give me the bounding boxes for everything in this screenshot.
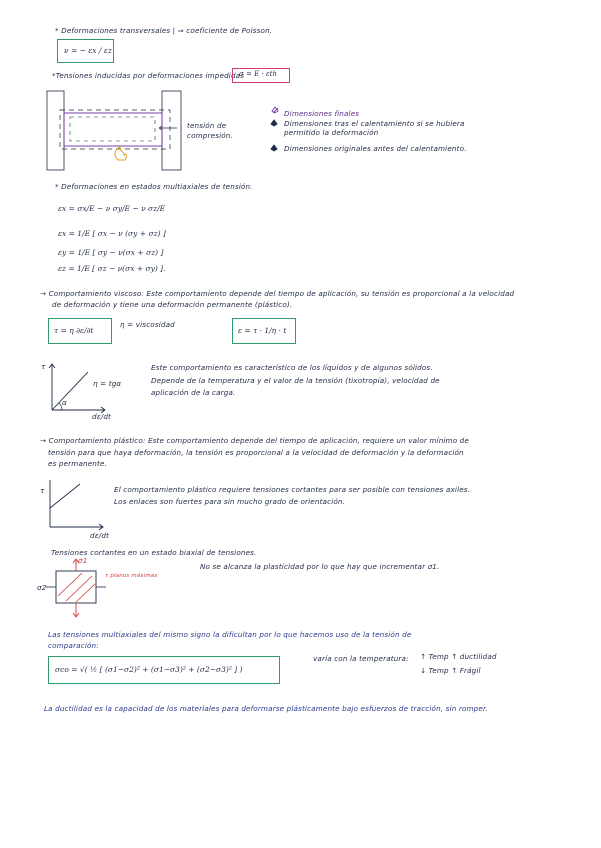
viscous-alpha: α — [62, 398, 67, 407]
induced-stress-formula: σ = E · εth — [239, 70, 277, 78]
multiaxial-heading: * Deformaciones en estados multiaxiales de tensión. — [55, 182, 253, 191]
sigma2-label: σ2 — [37, 583, 47, 592]
viscous-x-label: dε/dt — [92, 412, 111, 421]
compression-label-1: tensión de — [187, 121, 227, 130]
viscous-heading-2: de deformación y tiene una deformación permanente (plástico). — [52, 300, 293, 309]
legend-final: Dimensiones finales — [284, 109, 360, 118]
comparison-formula-box — [48, 656, 280, 684]
induced-stress-heading: *Tensiones inducidas por deformaciones impedidas — [52, 71, 245, 80]
viscous-heading-1: → Comportamiento viscoso: Este comportamiento depende del tiempo de aplicación, su tensión es proporcional a la velocidad — [40, 289, 515, 298]
legend-original: Dimensiones originales antes del calentamiento. — [284, 144, 467, 153]
legend-expanded: Dimensiones tras el calentamiento si se hubiera permitido la deformación — [284, 119, 465, 137]
poisson-formula: ν = − εx / εz — [64, 46, 112, 55]
temp-ductility: ↑ Temp ↑ ductilidad — [420, 652, 497, 661]
viscous-formula-2: ε = τ · 1/η · t — [238, 326, 287, 335]
multiaxial-eq-2: εx = 1/E [ σx − ν (σy + σz) ] — [58, 229, 166, 238]
sigma1-label: σ1 — [78, 556, 88, 565]
temp-fragile: ↓ Temp ↑ Frágil — [420, 666, 481, 675]
multiaxial-text-1: Las tensiones multiaxiales del mismo signo la dificultan por lo que hacemos uso de la tensión de — [48, 630, 412, 639]
poisson-heading: * Deformaciones transversales | ⇒ coeficiente de Poisson. — [55, 26, 273, 35]
ductility-definition: La ductilidad es la capacidad de los materiales para deformarse plásticamente bajo esfuerzos de tracción, sin romper. — [44, 704, 488, 713]
plasticity-note: No se alcanza la plasticidad por lo que hay que incrementar σ1. — [200, 562, 440, 571]
viscous-text-2: Depende de la temperatura y el valor de la tensión (tixotropía), velocidad de — [151, 376, 440, 385]
multiaxial-text-2: comparación: — [48, 641, 99, 650]
temp-variation-label: varía con la temperatura: — [313, 654, 409, 663]
multiaxial-eq-1: εx = σx/E − ν σy/E − ν σz/E — [58, 204, 166, 213]
plastic-x-label: dε/dt — [90, 531, 109, 540]
plastic-y-label: τ — [40, 486, 45, 495]
viscous-text-3: aplicación de la carga. — [151, 388, 236, 397]
multiaxial-eq-4: εz = 1/E [ σz − ν(σx + σy) ]. — [58, 264, 166, 273]
plastic-text-2: Los enlaces son fuertes para sin mucho grado de orientación. — [114, 497, 346, 506]
biaxial-square — [56, 571, 96, 603]
compression-label-2: compresión. — [187, 131, 233, 140]
shear-heading: Tensiones cortantes en un estado biaxial de tensiones. — [51, 548, 257, 557]
viscous-text-1: Este comportamiento es característico de los líquidos y de algunos sólidos. — [151, 363, 433, 372]
viscous-formula-1: τ = η ∂ε/∂t — [54, 326, 94, 335]
plastic-text-1: El comportamiento plástico requiere tensiones cortantes para ser posible con tensiones axiles. — [114, 485, 471, 494]
plastic-heading-2: tensión para que haya deformación, la tensión es proporcional a la velocidad de deformación y la deformación — [48, 448, 464, 457]
plastic-heading-1: → Comportamiento plástico: Este comportamiento depende del tiempo de aplicación, requiere un valor mínimo de — [40, 436, 469, 445]
multiaxial-eq-3: εy = 1/E [ σy − ν(σx + σz) ] — [58, 248, 164, 257]
max-planes-annotation: τ planos máximas — [105, 573, 158, 579]
plastic-heading-3: es permanente. — [48, 459, 107, 468]
viscosity-note: η = viscosidad — [120, 320, 175, 329]
viscous-graph-eq: η = tgα — [93, 379, 122, 388]
viscous-y-label: τ — [41, 362, 46, 371]
comparison-formula: σco = √( ½ [ (σ1−σ2)² + (σ1−σ3)² + (σ2−σ3)² ] ) — [55, 665, 243, 674]
